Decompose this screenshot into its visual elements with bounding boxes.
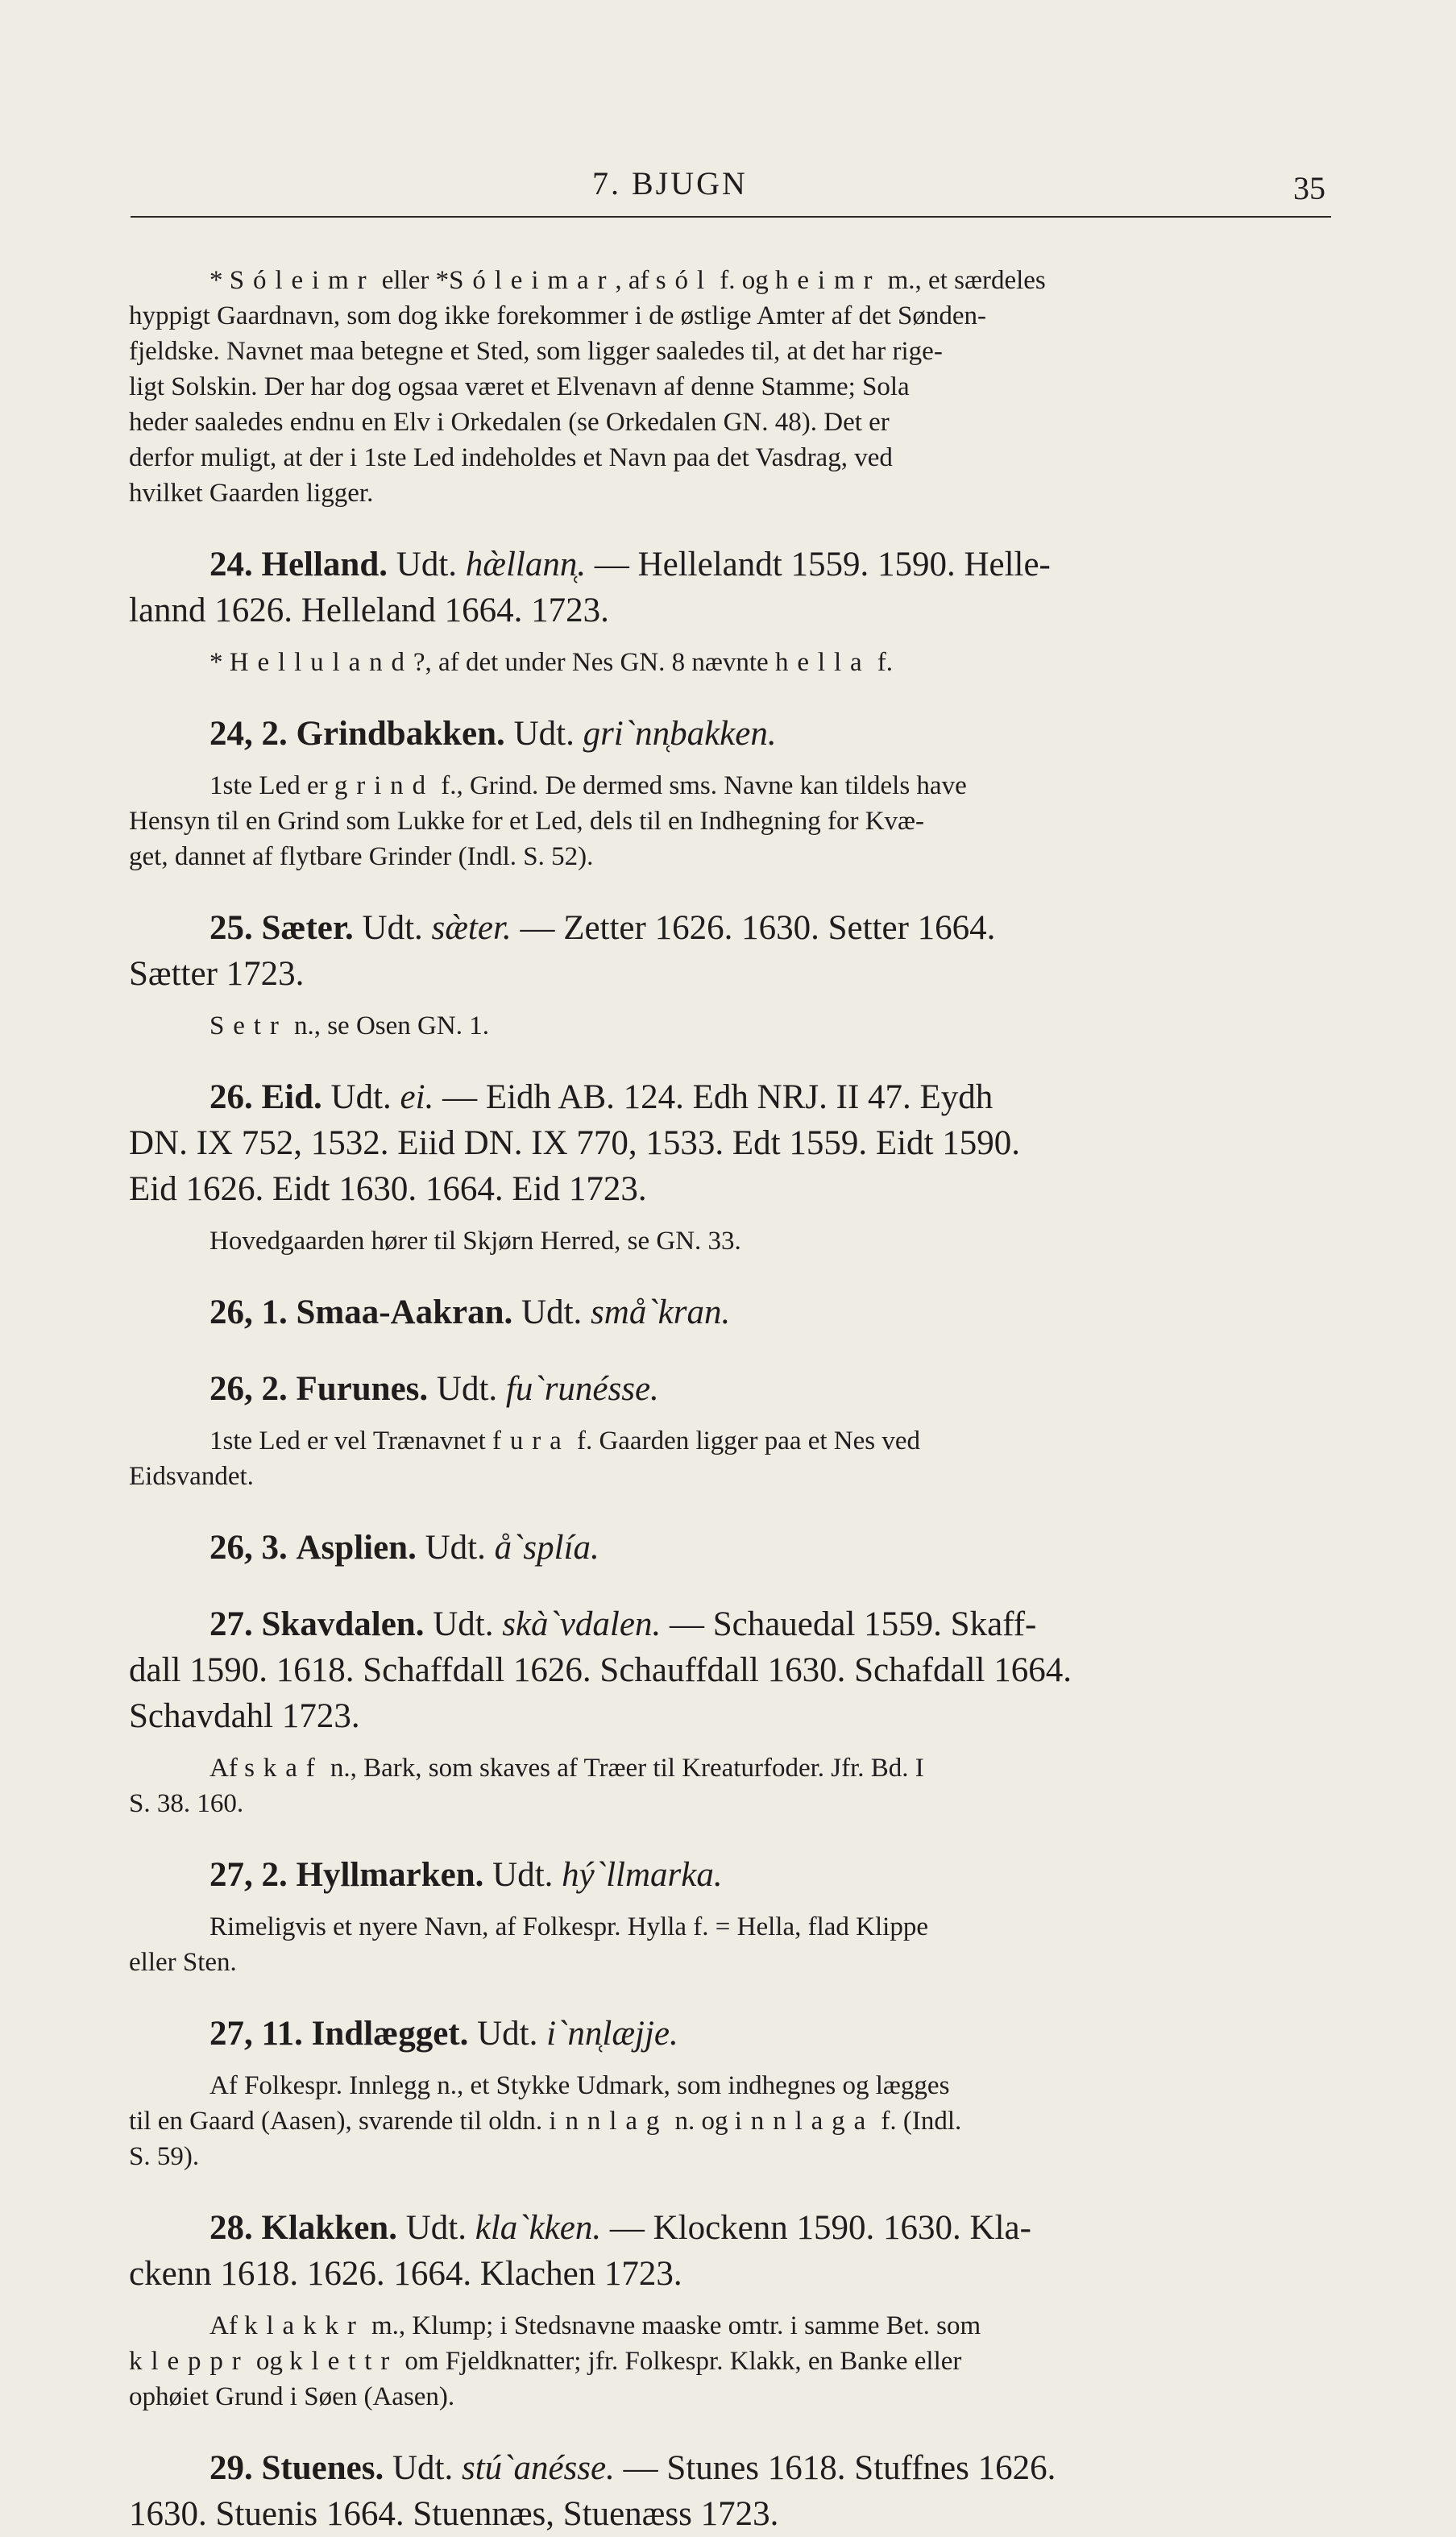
- entry-note: [129, 1223, 1329, 1259]
- spaced-term: heimr: [774, 266, 881, 295]
- pronunciation: fu`runésse.: [505, 1370, 659, 1408]
- form-line: 1630. Stuenis 1664. Stuennæs, Stuenæss 1723.: [129, 2495, 779, 2533]
- form-line: DN. IX 752, 1532. Eiid DN. IX 770, 1533. Edt 1559. Eidt 1590.: [129, 1124, 1020, 1162]
- entry-name: Skavdalen.: [261, 1605, 425, 1643]
- entry-heading: [129, 1289, 1329, 1335]
- entry-name: Smaa-Aakran.: [296, 1293, 513, 1331]
- entry-heading: 27. Skavdalen. Udt. skà`vdalen. — Schauedal 1559. Skaff-: [209, 1605, 1037, 1643]
- spaced-term: kleppr: [129, 2347, 250, 2376]
- entry-note: [129, 2068, 1329, 2174]
- entry-heading: [129, 711, 1329, 757]
- note-line: Af skaf n., Bark, som skaves af Træer til Kreaturfoder. Jfr. Bd. I: [209, 1754, 924, 1783]
- entry: [129, 1525, 1329, 1571]
- entry-number: 29.: [209, 2449, 253, 2487]
- note-line: Af klakkr m., Klump; i Stedsnavne maaske omtr. i samme Bet. som: [209, 2311, 981, 2340]
- udt-label: Udt.: [477, 2015, 538, 2053]
- form-line: lannd 1626. Helleland 1664. 1723.: [129, 592, 609, 629]
- entry-number: 24.: [209, 546, 253, 583]
- udt-label: Udt.: [436, 1370, 498, 1408]
- note-line: * Helluland?, af det under Nes GN. 8 nævnte hella f.: [209, 648, 894, 677]
- note-line: derfor muligt, at der i 1ste Led indeholdes et Navn paa det Vasdrag, ved: [129, 443, 893, 472]
- spaced-term: klakkr: [244, 2311, 365, 2340]
- entry-number: 27.: [209, 1605, 253, 1643]
- udt-label: Udt.: [492, 1856, 554, 1894]
- entry-number: 25.: [209, 909, 253, 947]
- pronunciation: hæ̀llann̜.: [465, 546, 587, 583]
- spaced-term: Setr: [209, 1011, 288, 1040]
- note-line: 1ste Led er grind f., Grind. De dermed sms. Navne kan tildels have: [209, 771, 967, 800]
- note-line: S. 59).: [129, 2142, 200, 2171]
- entry-name: Klakken.: [261, 2209, 397, 2247]
- entry-note: [129, 1750, 1329, 1821]
- form-line: Sætter 1723.: [129, 955, 305, 993]
- pronunciation: hý`llmarka.: [562, 1856, 723, 1894]
- entry-heading: 28. Klakken. Udt. kla`kken. — Klockenn 1590. 1630. Kla-: [209, 2209, 1031, 2247]
- entry: [129, 2205, 1329, 2415]
- entry: [129, 1601, 1329, 1821]
- note-line: Eidsvandet.: [129, 1462, 254, 1491]
- spaced-term: Sóleimr: [229, 266, 375, 295]
- pronunciation: stú`anésse.: [461, 2449, 615, 2487]
- entry: [129, 711, 1329, 874]
- note-line: kleppr og klettr om Fjeldknatter; jfr. Folkespr. Klakk, en Banke eller: [129, 2347, 962, 2376]
- form-line: ckenn 1618. 1626. 1664. Klachen 1723.: [129, 2255, 682, 2293]
- entry-heading: 26. Eid. Udt. ei. — Eidh AB. 124. Edh NRJ. II 47. Eydh: [209, 1078, 993, 1116]
- udt-label: Udt.: [425, 1529, 486, 1567]
- page-number: 35: [1293, 170, 1325, 206]
- spaced-term: innlag: [549, 2107, 669, 2136]
- entry-number: 27, 11.: [209, 2015, 303, 2053]
- entry: [129, 1074, 1329, 1259]
- pronunciation: kla`kken.: [475, 2209, 602, 2247]
- header-rule: [131, 216, 1331, 218]
- entry-heading: 24. Helland. Udt. hæ̀llann̜. — Hellelandt 1559. 1590. Helle-: [209, 546, 1051, 583]
- entry-number: 26.: [209, 1078, 253, 1116]
- entry-heading: 25. Sæter. Udt. sæ̀ter. — Zetter 1626. 1630. Setter 1664.: [209, 909, 996, 947]
- pronunciation: sæ̀ter.: [431, 909, 512, 947]
- note-line: hvilket Gaarden ligger.: [129, 479, 374, 508]
- entry-number: 24, 2.: [209, 715, 288, 753]
- form-line: dall 1590. 1618. Schaffdall 1626. Schauffdall 1630. Schafdall 1664.: [129, 1651, 1072, 1689]
- note-line: Rimeligvis et nyere Navn, af Folkespr. Hylla f. = Hella, flad Klippe: [209, 1912, 928, 1941]
- entry-note: [129, 1909, 1329, 1980]
- form-line: Schavdahl 1723.: [129, 1697, 360, 1735]
- spaced-term: grind: [334, 771, 434, 800]
- entry-heading: [129, 2011, 1329, 2057]
- entry-name: Sæter.: [261, 909, 354, 947]
- note-line: Af Folkespr. Innlegg n., et Stykke Udmark, som indhegnes og lægges: [209, 2071, 950, 2100]
- note-line: Setr n., se Osen GN. 1.: [209, 1011, 489, 1040]
- note-line: ophøiet Grund i Søen (Aasen).: [129, 2382, 455, 2411]
- entry-name: Eid.: [261, 1078, 322, 1116]
- udt-label: Udt.: [433, 1605, 494, 1643]
- entry: [129, 2445, 1329, 2537]
- entry-number: 26, 1.: [209, 1293, 288, 1331]
- running-head: [0, 161, 1456, 210]
- note-line: til en Gaard (Aasen), svarende til oldn. innlag n. og innlaga f. (Indl.: [129, 2107, 962, 2136]
- pronunciation: skà`vdalen.: [502, 1605, 662, 1643]
- pronunciation: ei.: [400, 1078, 434, 1116]
- udt-label: Udt.: [405, 2209, 467, 2247]
- spaced-term: skaf: [244, 1754, 324, 1783]
- pronunciation: små`kran.: [591, 1293, 731, 1331]
- udt-label: Udt.: [362, 909, 423, 947]
- spaced-term: hella: [774, 648, 871, 677]
- udt-label: Udt.: [392, 2449, 454, 2487]
- form-line: Eid 1626. Eidt 1630. 1664. Eid 1723.: [129, 1170, 647, 1208]
- spaced-term: innlaga: [734, 2107, 875, 2136]
- entry-name: Helland.: [261, 546, 388, 583]
- entry-number: 26, 2.: [209, 1370, 288, 1408]
- note-line: Hovedgaarden hører til Skjørn Herred, se GN. 33.: [209, 1227, 741, 1256]
- udt-label: Udt.: [521, 1293, 583, 1331]
- entry: [129, 542, 1329, 680]
- entry-heading: [129, 1366, 1329, 1412]
- udt-label: Udt.: [513, 715, 575, 753]
- page-content: [129, 251, 1329, 2537]
- entry-name: Stuenes.: [261, 2449, 384, 2487]
- entry-number: 28.: [209, 2209, 253, 2247]
- note-line: get, dannet af flytbare Grinder (Indl. S. 52).: [129, 842, 594, 871]
- intro-note: [129, 263, 1329, 511]
- entry-heading: [129, 1525, 1329, 1571]
- entry: [129, 1289, 1329, 1335]
- entry-number: 26, 3.: [209, 1529, 288, 1567]
- note-line: 1ste Led er vel Trænavnet fura f. Gaarden ligger paa et Nes ved: [209, 1426, 921, 1455]
- note-line: eller Sten.: [129, 1948, 237, 1977]
- note-line: * Sóleimr eller *Sóleimar, af sól f. og heimr m., et særdeles: [209, 266, 1046, 295]
- chapter-title: 7. BJUGN: [592, 165, 748, 201]
- entry: [129, 905, 1329, 1044]
- entry-note: [129, 768, 1329, 874]
- entry-name: Furunes.: [296, 1370, 429, 1408]
- note-line: S. 38. 160.: [129, 1789, 244, 1818]
- entry-name: Hyllmarken.: [296, 1856, 484, 1894]
- entry: [129, 1852, 1329, 1980]
- pronunciation: gri`nn̜bakken.: [583, 715, 777, 753]
- entry: [129, 2011, 1329, 2174]
- note-line: ligt Solskin. Der har dog ogsaa været et Elvenavn af denne Stamme; Sola: [129, 372, 910, 401]
- spaced-term: fura: [492, 1426, 570, 1455]
- pronunciation: å`splía.: [494, 1529, 599, 1567]
- spaced-term: sól: [655, 266, 713, 295]
- entry-name: Grindbakken.: [296, 715, 505, 753]
- entry-heading: 29. Stuenes. Udt. stú`anésse. — Stunes 1618. Stuffnes 1626.: [209, 2449, 1056, 2487]
- note-line: fjeldske. Navnet maa betegne et Sted, som ligger saaledes til, at det har rige-: [129, 337, 943, 366]
- entry-note: [129, 645, 1329, 680]
- spaced-term: Helluland: [229, 648, 413, 677]
- entry-number: 27, 2.: [209, 1856, 288, 1894]
- note-line: hyppigt Gaardnavn, som dog ikke forekommer i de østlige Amter af det Sønden-: [129, 301, 987, 330]
- entry-name: Indlægget.: [311, 2015, 469, 2053]
- entry-note: [129, 1423, 1329, 1494]
- entry-name: Asplien.: [296, 1529, 417, 1567]
- udt-label: Udt.: [396, 546, 458, 583]
- note-line: Hensyn til en Grind som Lukke for et Led, dels til en Indhegning for Kvæ-: [129, 807, 925, 836]
- spaced-term: klettr: [289, 2347, 399, 2376]
- entry: [129, 1366, 1329, 1494]
- pronunciation: i`nn̜læjje.: [546, 2015, 678, 2053]
- entry-heading: [129, 1852, 1329, 1898]
- entry-note: [129, 2308, 1329, 2415]
- udt-label: Udt.: [330, 1078, 392, 1116]
- spaced-term: Sóleimar: [449, 266, 616, 295]
- note-line: heder saaledes endnu en Elv i Orkedalen (se Orkedalen GN. 48). Det er: [129, 408, 890, 437]
- entry-note: [129, 1008, 1329, 1044]
